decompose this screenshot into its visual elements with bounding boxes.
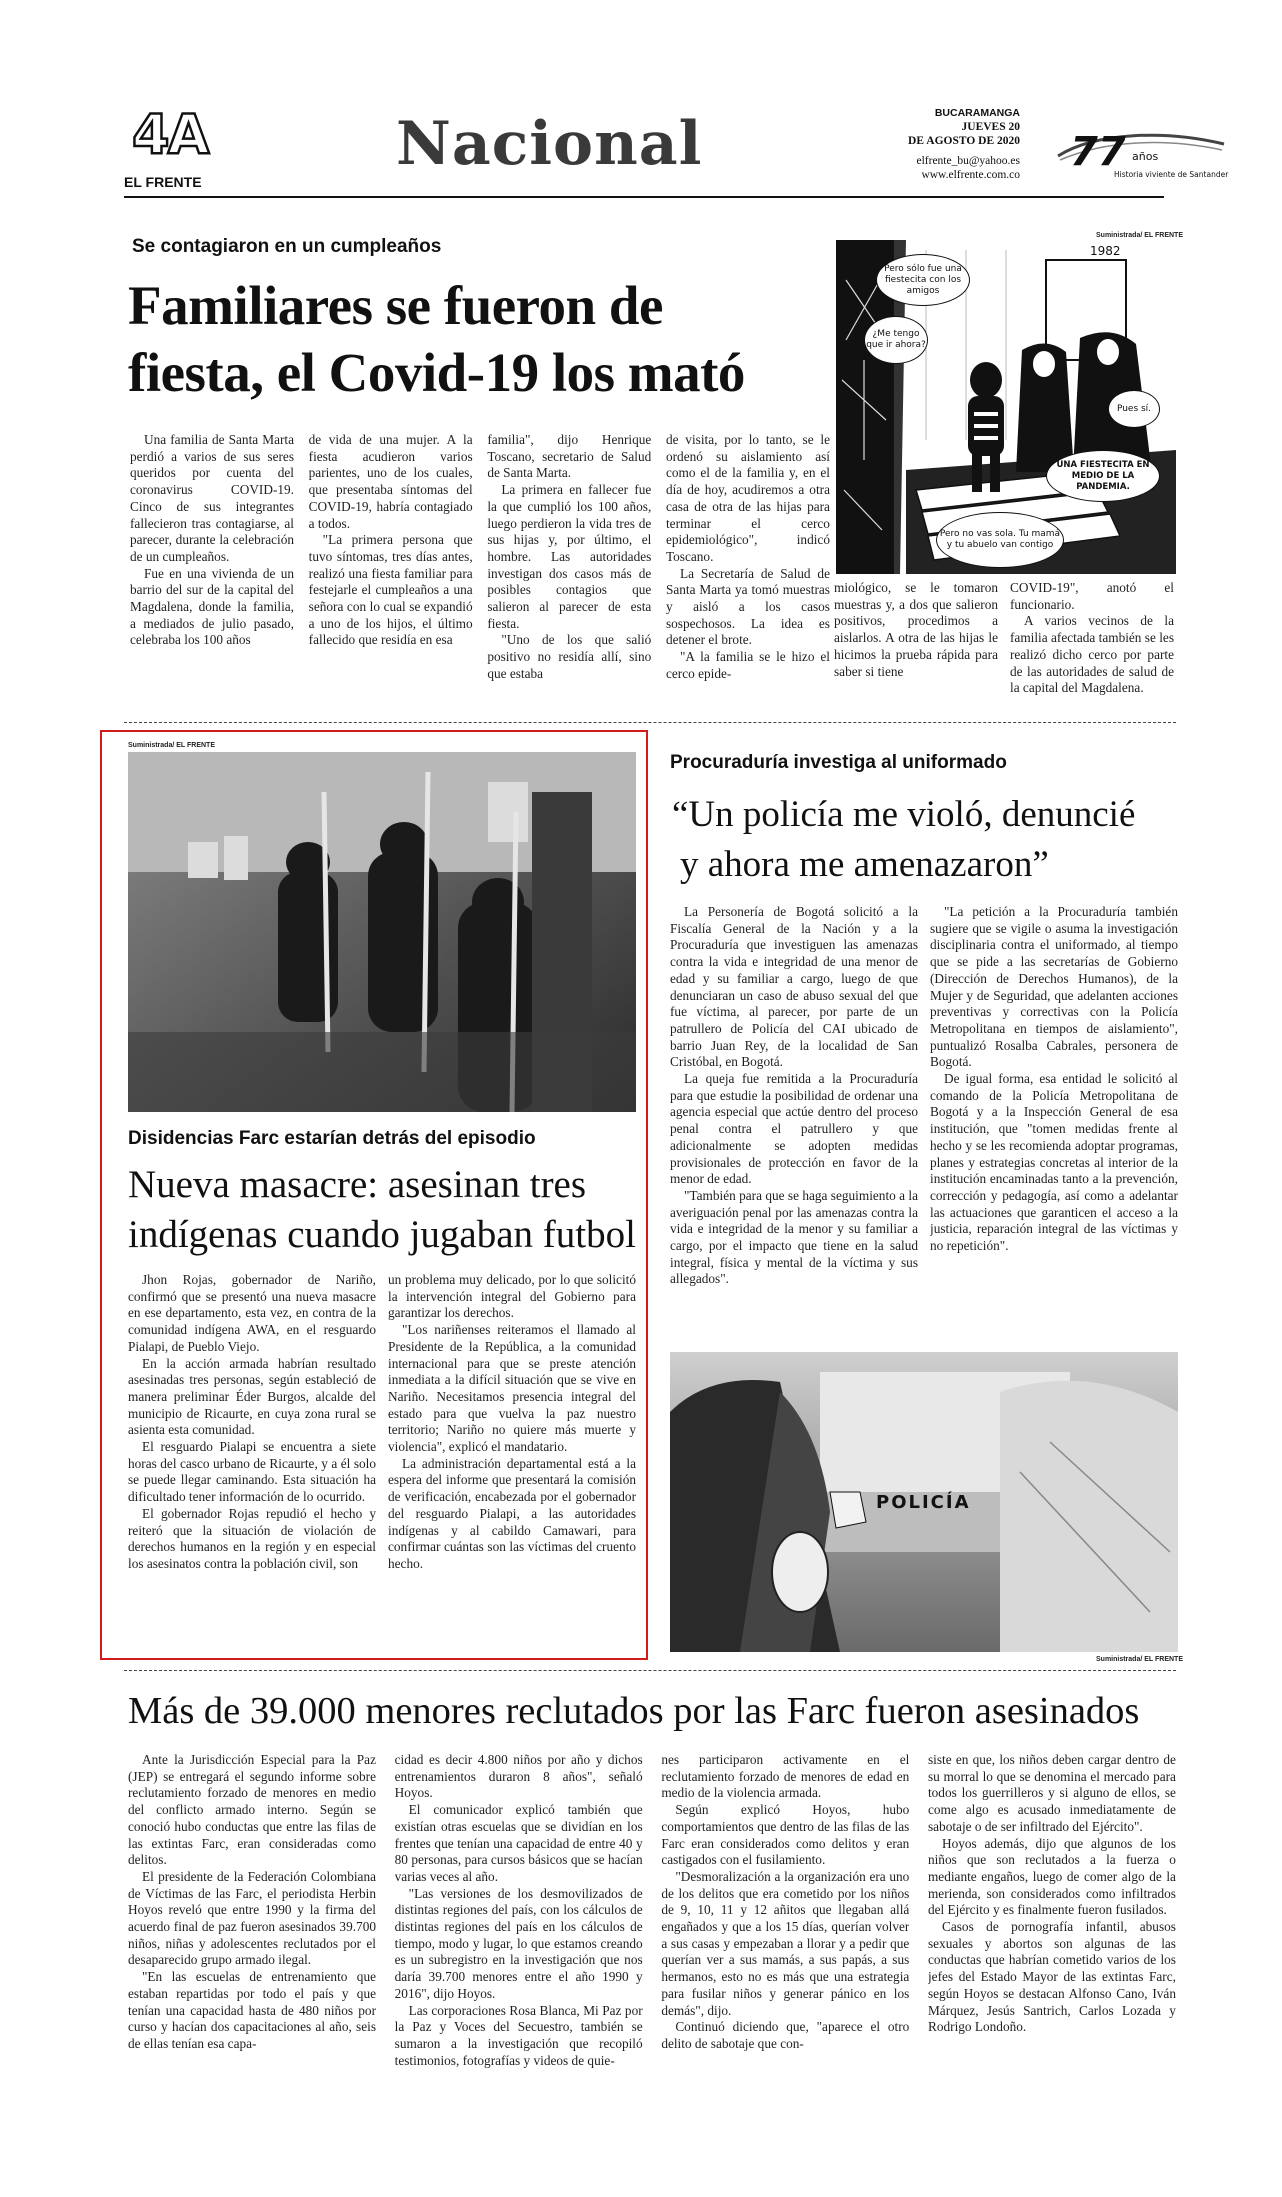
email-link[interactable]: elfrente_bu@yahoo.es [916,155,1020,167]
story1-paragraph: A varios vecinos de la familia afectada también se les realizó dicho cerco por parte de las autoridades de salud de la capital del Magdalena. [1010,613,1174,696]
cartoon-bubble: Pero sólo fue una fiestecita con los amigos [876,254,970,306]
cartoon-bubble: Pero no vas sola. Tu mamá y tu abuelo van contigo [936,512,1064,568]
story2-body [128,1272,636,1650]
story1-col5 [834,580,998,702]
story4-body [128,1752,1176,2172]
story3-body [670,904,1178,1342]
story4-headline: Más de 39.000 menores reclutados por las Farc fueron asesinados [128,1690,1140,1732]
anniversary-logo [1056,126,1229,188]
story1-paragraph: de visita, por lo tanto, se le ordenó su aislamiento así como el de la familia y, en el día de hoy, acudiremos a otra casa de otra de las hijas para terminar el cerco epidemiológico", indicó Toscano. [665,432,830,564]
story1-paragraph: "Uno de los que salió positivo no residía allí, sino que estaba [487,632,652,681]
story4-col3 [661,1752,909,2172]
story1-image-credit: Suministrada/ EL FRENTE [1096,232,1183,239]
story1-paragraph: "A la familia se le hizo el cerco epide- [665,649,830,681]
story1-headline-line1: Familiares se fueron de [128,275,663,336]
story2-col2 [388,1272,636,1650]
story1-kicker: Se contagiaron en un cumpleaños [132,236,442,257]
story2-paragraph: Jhon Rojas, gobernador de Nariño, confirmó que se presentó una nueva masacre en ese departamento, esta vez, en contra de la comunidad indígena AWA, en el resguardo Pialapi, de Pueblo Viejo. [128,1272,376,1354]
story1-cartoon [836,240,1176,574]
section-divider [124,1670,1176,1672]
story1-col3 [487,432,651,702]
anniversary-slogan: Historia viviente de Santander [1114,170,1229,179]
story3-paragraph: "También para que se haga seguimiento a la averiguación penal por las amenazas contra la vida e integridad de la menor y su familiar a cargo, por el impacto que tiene en la salud integral, física y mental de la víctima y sus allegados". [670,1187,918,1287]
story2-photo [128,752,636,1112]
story4-col2 [395,1752,643,2172]
soldiers-photo-icon [128,752,636,1112]
police-lettering: POLICÍA [876,1492,971,1513]
story1-col4 [666,432,830,702]
story2-kicker: Disidencias Farc estarían detrás del episodio [128,1128,536,1149]
story4-paragraph: nes participaron activamente en el reclutamiento forzado de menores de edad en medio de la violencia armada. [661,1752,910,1801]
story3-paragraph: "La petición a la Procuraduría también sugiere que se vigile o asuma la investigación disciplinaria contra el uniformado, al tiempo que se pide a las secretarías de Gobierno (Dirección de Derechos Humanos), de la Mujer y de Seguridad, que adelanten acciones preventivas y correctivas con la Policía Metropolitana en tiempos de aislamiento", puntualizó Rosalba Cabrales, personera de Bogotá. [930,904,1178,1070]
story4-paragraph: "Desmoralización a la organización era uno de los delitos que era cometido por los niños de 9, 10, 11 y 12 añitos que llegaban allá engañados y que a los 15 días, querían volver a sus casas y empezaban a llorar y a pedir que querían ver a sus mamás, a sus papás, a sus hermanos, esto no es más que una estrategia para fusilar niños y generar pánico en los demás", dijo. [661,1868,910,2018]
story1-headline-line2: fiesta, el Covid-19 los mató [128,342,745,403]
masthead-info [870,106,1020,182]
story2-paragraph: "Los nariñenses reiteramos el llamado al Presidente de la República, a la comunidad internacional para que se preste atención inmediata a la difícil situación que se vive en Nariño. Necesitamos presencia integral del estado para que vuelva la paz nuestro territorio; Nariño no quiere más muerte y violencia", explicó el mandatario. [388,1322,636,1455]
story1-paragraph: "La primera persona que tuvo síntomas, tres días antes, realizó una fiesta familiar para festejarle el cumpleaños a una señora con lo cual se expandió a uno de los hijos, el último fallecido que residía en esa [308,532,473,648]
story4-paragraph: El presidente de la Federación Colombiana de Víctimas de las Farc, el periodista Herbin Hoyos reveló que entre 1990 y la firma del acuerdo final de paz fueron asesinados 39.700 niños, niñas y adolescentes reclutados por el desaparecido grupo armado ilegal. [128,1868,376,1968]
story3-paragraph: De igual forma, esa entidad le solicitó al comando de la Policía Metropolitana de Bogotá y a la Inspección General de esa institución, que "tomen medidas frente al hecho y se les recomienda adoptar programas, planes y estrategias concretas al interior de la institución encaminadas tanto a la prevención, corrección y pedagogía, así como a adelantar las actuaciones que garanticen el acceso a la justicia, reparación integral de las víctimas y no repetición". [930,1071,1178,1254]
story2-headline [128,1160,638,1260]
story2-col1 [128,1272,376,1650]
story1-paragraph: de vida de una mujer. A la fiesta acudieron varios parientes, uno de los cuales, que presentaba síntomas del COVID-19, habría contagiado a todos. [308,432,473,531]
masthead-rule [124,196,1164,198]
story4-paragraph: "En las escuelas de entrenamiento que estaban repartidas por todo el país y que tenían una capacidad hasta de 480 niños por curso y hacían dos capacitaciones al año, seis de ellas tenían esa capa- [128,1969,376,2051]
story1-paragraph: Una familia de Santa Marta perdió a varios de sus seres queridos por cuenta del coronavirus COVID-19. Cinco de sus integrantes fallecieron tras contagiarse, al parecer, durante la celebración de un cumpleaños. [130,432,294,564]
story3-kicker: Procuraduría investiga al uniformado [670,752,1007,773]
date-day: JUEVES 20 [961,121,1020,133]
page-number: 4A [132,103,208,166]
cartoon-bubble: UNA FIESTECITA EN MEDIO DE LA PANDEMIA. [1046,450,1160,502]
story1-body-bottom [834,580,1174,702]
story2-paragraph: En la acción armada habrían resultado asesinadas tres personas, según estableció de manera preliminar Éder Burgos, alcalde del municipio de Ricaurte, en cuya zona rural se asienta esta comunidad. [128,1355,376,1438]
story2-paragraph: un problema muy delicado, por lo que solicitó la intervención integral del Gobierno para garantizar los derechos. [388,1272,636,1321]
story3-headline-line1: “Un policía me violó, denuncié [672,794,1136,835]
story4-paragraph: Casos de pornografía infantil, abusos sexuales y abortos son algunas de las conductas que habrían cometido varios de los jefes del Estado Mayor de las extintas Farc, según Hoyos se destacan Alfonso Cano, Iván Márquez, Jesús Santrich, Carlos Lozada y Rodrigo Londoño. [927,1919,1176,2035]
brand-name: EL FRENTE [124,174,202,190]
website-link[interactable]: www.elfrente.com.co [921,169,1020,181]
story1-paragraph: La Secretaría de Salud de Santa Marta ya tomó muestras y aisló a los casos sospechosos. La idea es detener el brote. [665,565,830,648]
story1-paragraph: familia", dijo Henrique Toscano, secretario de Salud de Santa Marta. [487,432,652,481]
cartoon-year: 1982 [1090,244,1121,258]
story2-paragraph: El gobernador Rojas repudió el hecho y reiteró que la situación de violación de derechos humanos en la región y en especial los asesinatos contra la población civil, son [128,1505,376,1571]
story3-paragraph: La Personería de Bogotá solicitó a la Fiscalía General de la Nación y a la Procuraduría que investiguen las amenazas contra la vida e integridad de una menor de edad y su familiar a cargo, luego de que denunciaran un caso de abuso sexual del que fue víctima, al parecer, por parte de un patrullero de Policía del CAI ubicado de barrio Juan Rey, de la localidad de San Cristóbal, en Bogotá. [670,904,918,1070]
story2-headline-line2: indígenas cuando jugaban futbol [128,1213,636,1256]
story4-col1 [128,1752,376,2172]
story4-paragraph: Las corporaciones Rosa Blanca, Mi Paz por la Paz y Voces del Secuestro, también se sumaron a la investigación que recopiló testimonios, fotografías y videos de quie- [394,2002,643,2068]
story1-body-top [130,432,830,702]
story2-paragraph: La administración departamental está a la espera del informe que presentará la comisión de verificación, encabezada por el gobernador del resguardo Pialapi, a las autoridades indígenas y al cabildo Camawari, para confirmar cuántas son las víctimas del cruento hecho. [388,1455,636,1571]
story4-paragraph: siste en que, los niños deben cargar dentro de su morral lo que se denomina el mercado para todos los guerrilleros y si alguno de ellos, se come algo es acusado inmediatamente de sabotaje o de ser infiltrado del Ejército". [927,1752,1176,1834]
story2-image-credit: Suministrada/ EL FRENTE [128,742,215,749]
story3-headline-line2: y ahora me amenazaron” [680,844,1049,885]
story1-paragraph: Fue en una vivienda de un barrio del sur de la capital del Magdalena, donde la familia, a mediados de julio pasado, celebraba los 100 años [130,565,294,648]
story4-paragraph: cidad es decir 4.800 niños por año y dichos entrenamientos duraron 8 años", señaló Hoyos. [394,1752,643,1801]
story3-image-credit: Suministrada/ EL FRENTE [1096,1656,1183,1663]
cartoon-bubble: ¿Me tengo que ir ahora? [864,316,928,364]
story3-col2 [930,904,1178,1342]
story4-col4 [928,1752,1176,2172]
anniversary-word: años [1132,150,1159,163]
story4-paragraph: Continuó diciendo que, "aparece el otro delito de sabotaje que con- [661,2019,910,2051]
story1-paragraph: miológico, se le tomaron muestras y, a dos que salieron positivos, procedimos a aislarlos. A otra de las hijas le hicimos la prueba rápida para saber si tiene [834,580,998,679]
story4-paragraph: Según explicó Hoyos, hubo comportamientos que dentro de las filas de las Farc eran considerados como delitos y eran castigados con el fusilamiento. [661,1802,910,1868]
story3-col1 [670,904,918,1342]
section-title: Nacional [396,109,703,179]
story1-headline [128,272,828,406]
story3-photo [670,1352,1178,1652]
story4-paragraph: "Las versiones de los desmovilizados de distintas regiones del país, con los cálculos de distintas regiones del país en los cálculos de tiempo, modo y lugar, lo que estamos creando es un subregistro en la investigación que nos daría 39.700 menores entre el año 1990 y 2016", dijo Hoyos. [394,1885,643,2001]
story4-paragraph: Hoyos además, dijo que algunos de los niños que son reclutados a la fuerza o mediante engaños, luego de comer algo de la merienda, son considerados como infiltrados del Ejército y es finalmente fueron fusilados. [927,1835,1176,1918]
story1-col6 [1010,580,1174,702]
story4-paragraph: El comunicador explicó también que existían otras escuelas que se dividían en los frentes que tenían una capacidad de entre 40 y 80 personas, para cursos básicos que se hacían varias veces al año. [394,1802,643,1884]
city: BUCARAMANGA [934,107,1020,119]
cartoon-bubble: Pues sí. [1108,390,1160,428]
story4-paragraph: Ante la Jurisdicción Especial para la Paz (JEP) se entregará el segundo informe sobre reclutamiento forzado de menores en medio del conflicto armado interno. Según se conoció hubo conductas que entre las filas de las extintas Farc, eran consideradas como delitos. [128,1752,376,1868]
masthead [0,0,1282,210]
story1-col2 [309,432,473,702]
story1-paragraph: La primera en fallecer fue la que cumplió los 100 años, luego perdieron la vida tres de sus hijas y, por último, el hombre. Las autoridades investigan dos casos más de posibles contagios que salieron al parecer de esta fiesta. [487,482,652,631]
story2-paragraph: El resguardo Pialapi se encuentra a siete horas del casco urbano de Ricaurte, y a él solo se puede llegar caminando. Esta situación ha dificultado tener información de lo ocurrido. [128,1439,376,1505]
story1-col1 [130,432,294,702]
section-divider [124,722,1176,724]
story1-paragraph: COVID-19", anotó el funcionario. [1010,580,1174,612]
story3-headline [672,790,1182,890]
anniversary-number: 77 [1070,129,1126,175]
story3-paragraph: La queja fue remitida a la Procuraduría para que estudie la posibilidad de ordenar una agencia especial que actúe dentro del proceso penal contra el patrullero y que adicionalmente se adopten medidas provisionales de protección en favor de la menor de edad. [670,1071,918,1187]
date-full: DE AGOSTO DE 2020 [908,135,1020,147]
story2-headline-line1: Nueva masacre: asesinan tres [128,1163,587,1206]
